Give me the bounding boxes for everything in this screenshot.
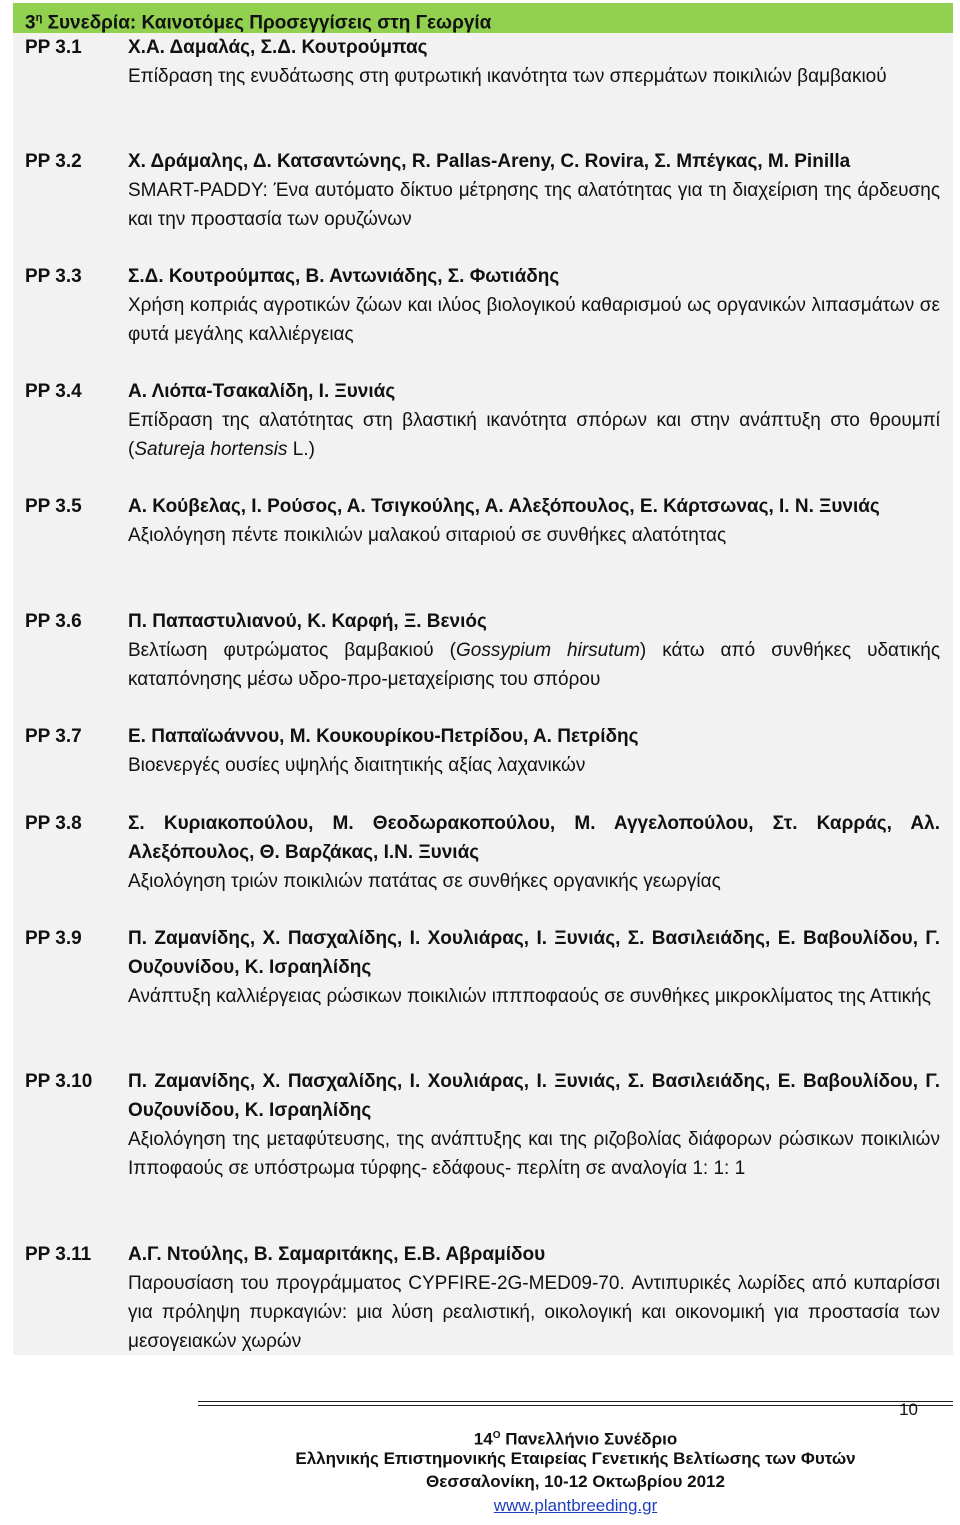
entry-authors: Π. Παπαστυλιανού, Κ. Καρφή, Ξ. Βενιός [128,611,487,632]
entry-content [128,607,940,694]
entry-title-text: SMART-PADDY: Ένα αυτόματο δίκτυο μέτρησης της αλατότητας για τη διαχείριση της άρδευσης και την προστασία των ορυζώνων [128,180,940,230]
entry-title [128,867,940,896]
entry-title [128,1269,940,1356]
entry-title-text: L.) [287,439,315,460]
conference-name: Πανελλήνιο Συνέδριο [505,1429,678,1449]
entry-title [128,406,940,464]
entry-content [128,809,940,896]
entry-code: PP 3.11 [25,1244,92,1265]
entry-title [128,521,940,550]
website-link[interactable]: www.plantbreeding.gr [493,1496,658,1515]
footer-society: Ελληνικής Επιστημονικής Εταιρείας Γενετικής Βελτίωσης των Φυτών [295,1449,856,1468]
entry-authors: Ε. Παπαϊωάννου, Μ. Κουκουρίκου-Πετρίδου, Α. Πετρίδης [128,726,639,747]
entry-title-text: Βιοενεργές ουσίες υψηλής διαιτητικής αξίας λαχανικών [128,755,586,776]
entry-title-text: Βελτίωση φυτρώματος βαμβακιού ( [128,640,457,661]
entry-code: PP 3.9 [25,928,82,949]
entry-content [128,924,940,1011]
entry-code: PP 3.10 [25,1071,93,1092]
footer-divider [198,1401,953,1402]
entry-authors: Σ.Δ. Κουτρούμπας, Β. Αντωνιάδης, Σ. Φωτιάδης [128,266,560,287]
session-number: 3 [25,12,36,34]
entry-code: PP 3.8 [25,813,82,834]
session-title: Συνεδρία: Καινοτόμες Προσεγγίσεις στη Γεωργία [47,12,492,34]
entry-title [128,751,940,780]
entry-title [128,636,940,694]
entry-code: PP 3.3 [25,266,82,287]
entry-content [128,262,940,349]
entry-authors: Χ.Α. Δαμαλάς, Σ.Δ. Κουτρούμπας [128,37,428,58]
entry-content [128,722,940,780]
entry-title-text: Αξιολόγηση της μεταφύτευσης, της ανάπτυξης και της ριζοβολίας διάφορων ρώσικων ποικιλιών Ιπποφαούς σε υπόστρωμα τύρφης- εδάφους- περλίτη σε αναλογία 1: 1: 1 [128,1129,940,1179]
entry-authors: Α. Κούβελας, Ι. Ρούσος, Α. Τσιγκούλης, Α. Αλεξόπουλος, Ε. Κάρτσωνας, Ι. Ν. Ξυνιάς [128,496,880,517]
entry-content [128,377,940,464]
entry-authors: Χ. Δράμαλης, Δ. Κατσαντώνης, R. Pallas-Areny, C. Rovira, Σ. Μπέγκας, M. Pinilla [128,151,851,172]
entry-code: PP 3.7 [25,726,82,747]
entry-authors: Π. Ζαμανίδης, Χ. Πασχαλίδης, Ι. Χουλιάρας, Ι. Ξυνιάς, Σ. Βασιλειάδης, Ε. Βαβουλίδου, Γ. Ουζουνίδου, Κ. Ισραηλίδης [128,928,940,978]
entry-title-text: Παρουσίαση του προγράμματος CYPFIRE-2G-MED09-70. Αντιπυρικές λωρίδες από κυπαρίσσι για πρόληψη πυρκαγιών: μια λύση ρεαλιστική, οικολογική και οικονομική για προστασία των μεσογειακών χωρών [128,1273,940,1352]
entry-authors: Α. Λιόπα-Τσακαλίδη, Ι. Ξυνιάς [128,381,396,402]
entry-title [128,291,940,349]
entry-title-species: Satureja hortensis [134,439,288,460]
entry-title-text: Αξιολόγηση πέντε ποικιλιών μαλακού σιταριού σε συνθήκες αλατότητας [128,525,727,546]
entry-title [128,176,940,234]
entry-content [128,33,940,91]
entry-authors: Π. Ζαμανίδης, Χ. Πασχαλίδης, Ι. Χουλιάρας, Ι. Ξυνιάς, Σ. Βασιλειάδης, Ε. Βαβουλίδου, Γ. Ουζουνίδου, Κ. Ισραηλίδης [128,1071,940,1121]
entry-title [128,1125,940,1183]
footer-divider-second [198,1405,953,1406]
entry-title-text: Ανάπτυξη καλλιέργειας ρώσικων ποικιλιών ιππποφαούς σε συνθήκες μικροκλίματος της Αττικής [128,986,931,1007]
entry-code: PP 3.5 [25,496,82,517]
conference-superscript: Ο [492,1430,501,1441]
page-number: 10 [899,1400,918,1419]
entry-title [128,62,940,91]
entry-title-text: Επίδραση της ενυδάτωσης στη φυτρωτική ικανότητα των σπερμάτων ποικιλιών βαμβακιού [128,66,887,87]
entry-content [128,1067,940,1183]
footer-website-wrap [198,1494,953,1517]
entry-authors: Σ. Κυριακοπούλου, Μ. Θεοδωρακοπούλου, Μ. Αγγελοπούλου, Στ. Καρράς, Αλ. Αλεξόπουλος, Θ. Βαρζάκας, Ι.Ν. Ξυνιάς [128,813,940,863]
session-number-superscript: η [35,12,43,24]
entry-title-text: Χρήση κοπριάς αγροτικών ζώων και ιλύος βιολογικού καθαρισμού ως οργανικών λιπασμάτων σε φυτά μεγάλης καλλιέργειας [128,295,940,345]
entry-title-species: Gossypium hirsutum [456,640,640,661]
entry-content [128,1240,940,1356]
entry-code: PP 3.1 [25,37,82,58]
entry-content [128,492,940,550]
conference-number: 14 [473,1429,493,1449]
session-header [13,3,953,33]
footer-place-date: Θεσσαλονίκη, 10-12 Οκτωβρίου 2012 [426,1472,725,1491]
entry-authors: Α.Γ. Ντούλης, Β. Σαμαριτάκης, Ε.Β. Αβραμίδου [128,1244,546,1265]
entry-code: PP 3.2 [25,151,82,172]
entry-title-text: ) κάτω από συνθήκες υδατικής καταπόνησης μέσω υδρο-προ-μεταχείρισης του σπόρου [128,640,940,690]
entry-title [128,982,940,1011]
entry-code: PP 3.4 [25,381,82,402]
entry-title-text: Αξιολόγηση τριών ποικιλιών πατάτας σε συνθήκες οργανικής γεωργίας [128,871,721,892]
entry-title-text: Επίδραση της αλατότητας στη βλαστική ικανότητα σπόρων και στην ανάπτυξη στο θρουμπί ( [128,410,940,460]
entry-code: PP 3.6 [25,611,82,632]
entry-content [128,147,940,234]
